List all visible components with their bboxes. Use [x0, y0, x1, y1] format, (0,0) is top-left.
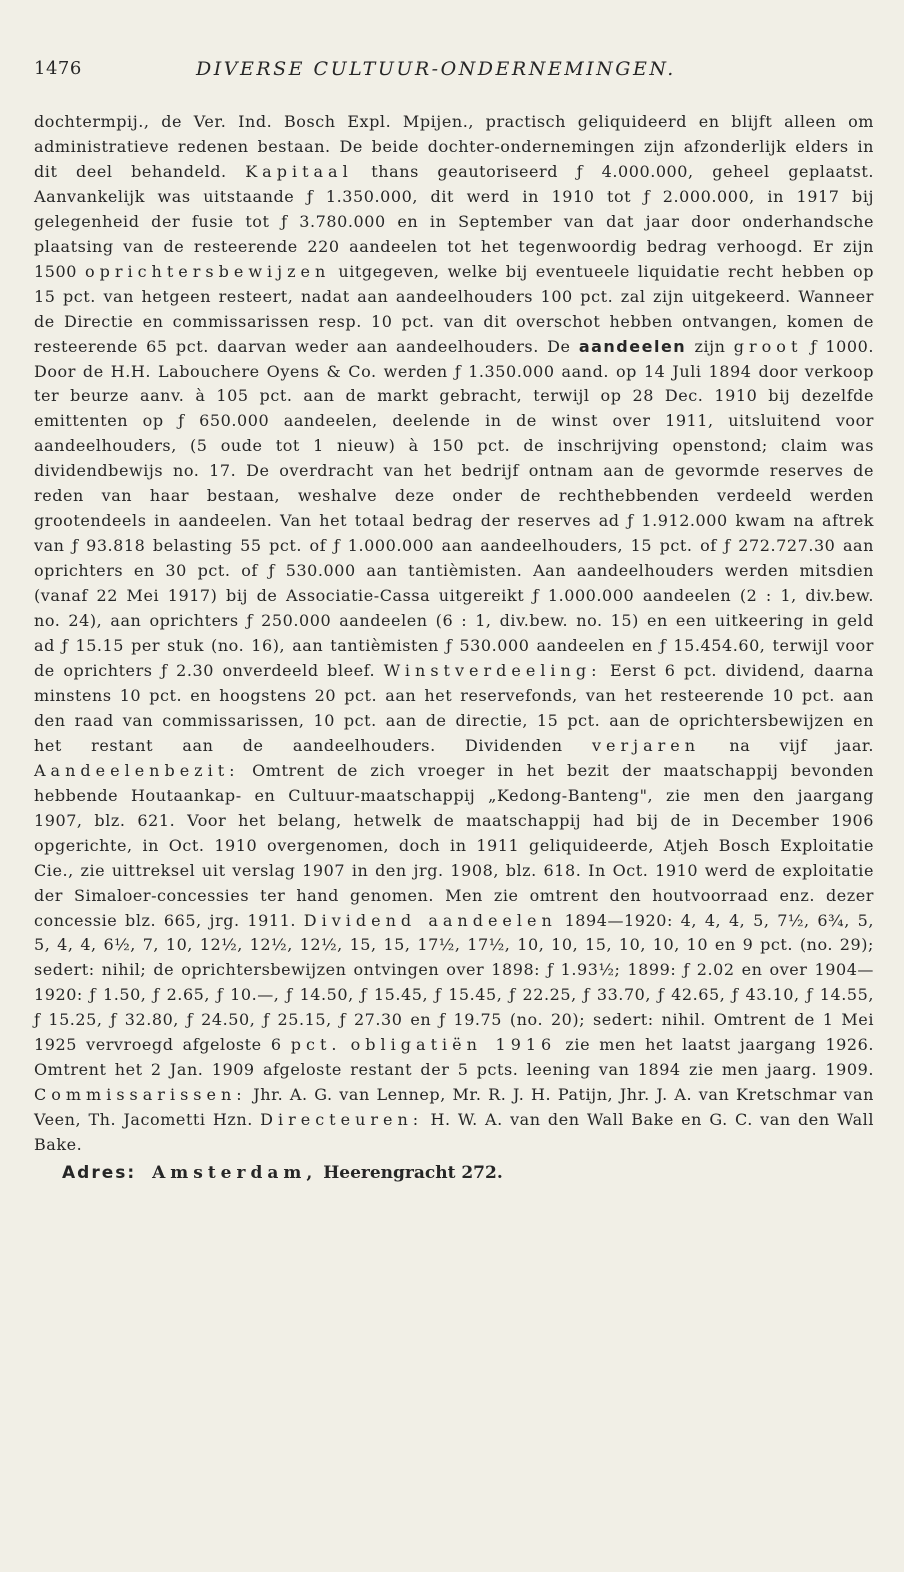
text-run: zijn [686, 336, 734, 356]
section-label-dividend: Dividend aandeelen [303, 910, 557, 930]
running-title: DIVERSE CULTUUR-ONDERNEMINGEN. [196, 58, 676, 80]
text-run: thans geautoriseerd ƒ 4.000.000, geheel geplaatst. Aanvankelijk was uitstaande ƒ 1.350.000, dit werd in 1910 tot ƒ 2.000.000, in 1917 bij gelegenheid der fusie tot ƒ 3.780.000 en in September van dat jaar door onderhandsche plaatsing van de resteerende 220 aandeelen tot het tegenwoordig bedrag verhoogd. Er zijn 1500 [34, 161, 874, 281]
address-city: Amsterdam, [152, 1163, 318, 1184]
text-run [341, 1035, 350, 1054]
section-label-aandeelenbezit: Aandeelenbezit: [34, 760, 240, 780]
text-run: dochtermpij., de Ver. Ind. Bosch Expl. Mpijen., practisch geliquideerd en blijft alleen om administratieve redenen bestaan. De beide dochter-ondernemingen zijn afzonderlijk elders in dit deel behandeld. [34, 112, 874, 181]
section-label-directeuren: Directeuren: [260, 1110, 424, 1130]
paragraph-text [34, 110, 874, 1158]
text-run: 1894—1920: 4, 4, 4, 5, 7½, 6¾, 5, 5, 4, 4, 6½, 7, 10, 12½, 12½, 12½, 15, 15, 17½, 17½, 10, 10, 15, 10, 10, 10 en 9 pct. (no. 29); sedert: nihil; de oprichtersbewijzen ontvingen over 1898: ƒ 1.93½; 1899: ƒ 2.02 en over 1904—1920: ƒ 1.50, ƒ 2.65, ƒ 10.—, ƒ 14.50, ƒ 15.45, ƒ 15.45, ƒ 22.25, ƒ 33.70, ƒ 42.65, ƒ 43.10, ƒ 14.55, ƒ 15.25, ƒ 32.80, ƒ 24.50, ƒ 25.15, ƒ 27.30 en ƒ 19.75 (no. 20); sedert: nihil. Omtrent de 1 Mei 1925 vervroegd afgeloste 6 [34, 910, 874, 1055]
section-label-winstverdeeling: Winstverdeeling: [383, 660, 602, 680]
text-run: ƒ 1000. Door de H.H. Labouchere Oyens & Co. werden ƒ 1.350.000 aand. op 14 Juli 1894 door verkoop ter beurze aanv. à 105 pct. aan de markt gebracht, terwijl op 28 Dec. 1910 bij dezelfde emittenten op ƒ 650.000 aandeelen, deelende in de winst over 1911, uitsluitend voor aandeelhouders, (5 oude tot 1 nieuw) à 150 pct. de inschrijving openstond; claim was dividendbewijs no. 17. De overdracht van het bedrijf ontnam aan de gevormde reserves de reden van haar bestaan, weshalve deze onder de rechthebbenden verdeeld werden grootendeels in aandeelen. Van het totaal bedrag der reserves ad ƒ 1.912.000 kwam na aftrek van ƒ 93.818 belasting 55 pct. of ƒ 1.000.000 aan aandeelhouders, 15 pct. of ƒ 272.727.30 aan oprichters en 30 pct. of ƒ 530.000 aan tantièmisten. Aan aandeelhouders werden mitsdien (vanaf 22 Mei 1917) bij de Associatie-Cassa uitgereikt ƒ 1.000.000 aandeelen (2 : 1, div.bew. no. 24), aan oprichters ƒ 250.000 aandeelen (6 : 1, div.bew. no. 15) en een uitkeering in geld ad ƒ 15.15 per stuk (no. 16), aan tantièmisten ƒ 530.000 aandeelen en ƒ 15.454.60, terwijl voor de oprichters ƒ 2.30 onverdeeld bleef. [34, 336, 874, 680]
text-run: Eerst 6 pct. dividend, daarna minstens 10 pct. en hoogstens 20 pct. aan het reservefonds, van het resteerende 10 pct. aan den raad van commissarissen, 10 pct. aan de directie, 15 pct. aan de oprichtersbewijzen en het restant aan de aandeelhouders. Dividenden [34, 660, 874, 755]
address-street: Heerengracht 272. [323, 1163, 503, 1184]
text-run: na vijf jaar. [700, 735, 875, 755]
text-run: uitgegeven, welke bij eventueele liquidatie recht hebben op 15 pct. van hetgeen resteert, nadat aan aandeelhouders 100 pct. zal zijn uitgekeerd. Wanneer de Directie en commissarissen resp. 10 pct. van dit overschot hebben ontvangen, komen de resteerende 65 pct. daarvan weder aan aandeelhouders. De [34, 261, 875, 356]
section-label-oprichtersbewijzen: oprichtersbewijzen [84, 261, 331, 281]
address-line [34, 1160, 874, 1186]
body-paragraph [34, 110, 874, 1158]
section-label-commissarissen: Commissarissen: [34, 1085, 247, 1105]
page-header [34, 58, 874, 92]
text-run: H. W. A. van den Wall Bake en G. C. van den Wall Bake. [34, 1110, 874, 1155]
emphasis-verjaren: verjaren [592, 735, 701, 755]
section-label-obligatien: obligatiën 1916 [350, 1035, 557, 1055]
page-number: 1476 [34, 58, 82, 79]
emphasis-pct: pct. [290, 1035, 342, 1055]
text-run: Omtrent de zich vroeger in het bezit der maatschappij bevonden hebbende Houtaankap- en Cultuur-maatschappij „Kedong-Banteng", zie men den jaargang 1907, blz. 621. Voor het belang, hetwelk de maatschappij had bij de in December 1906 opgerichte, in Oct. 1910 overgenomen, doch in 1911 geliquideerde, Atjeh Bosch Exploitatie Cie., zie uittreksel uit verslag 1907 in den jrg. 1908, blz. 618. In Oct. 1910 werd de exploitatie der Simaloer-concessies ter hand genomen. Men zie omtrent den houtvoorraad enz. dezer concessie blz. 665, jrg. 1911. [34, 760, 874, 930]
section-label-aandeelen: aandeelen [578, 336, 687, 356]
section-label-kapitaal: Kapitaal [245, 161, 353, 181]
text-run: zie men het laatst jaargang 1926. Omtrent het 2 Jan. 1909 afgeloste restant der 5 pcts. leening van 1894 zie men jaarg. 1909. [34, 1035, 875, 1080]
text-run: Jhr. A. G. van Lennep, Mr. R. J. H. Patijn, Jhr. J. A. van Kretschmar van Veen, Th. Jacometti Hzn. [34, 1085, 874, 1130]
emphasis-groot: groot [733, 336, 803, 356]
address-label: Adres: [62, 1163, 137, 1184]
